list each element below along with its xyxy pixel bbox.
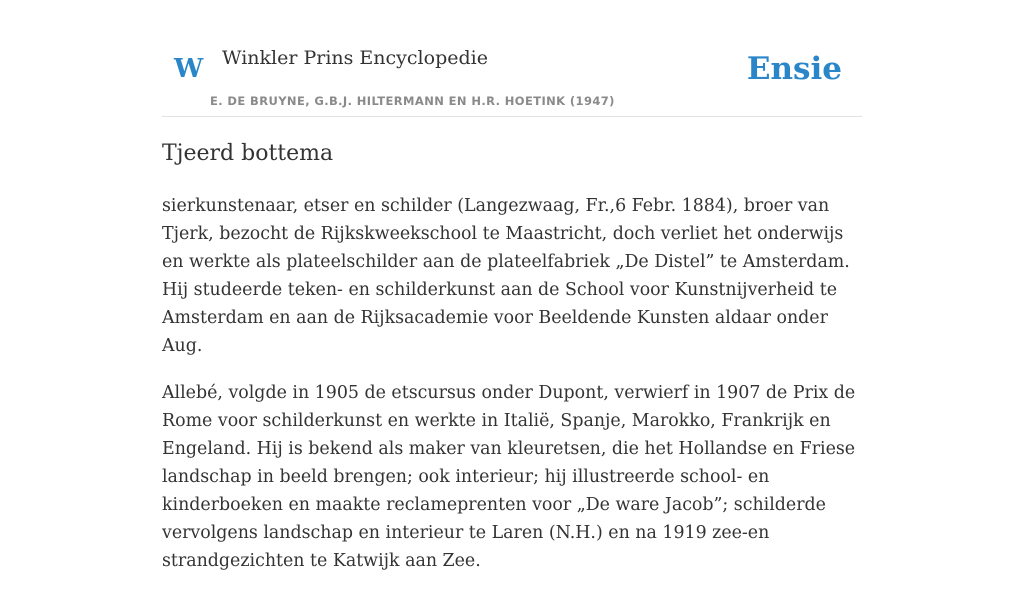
logo-w-icon[interactable]: W [174, 54, 204, 84]
site-title-link[interactable]: Winkler Prins Encyclopedie [222, 47, 488, 69]
article-title: Tjeerd bottema [162, 141, 334, 166]
page [162, 0, 862, 571]
brand-logo-link[interactable]: Ensie [746, 51, 842, 87]
article-paragraph: Allebé, volgde in 1905 de etscursus onder Dupont, verwierf in 1907 de Prix de Rome voor schilderkunst en werkte in Italië, Spanje, Marokko, Frankrijk en Engeland. Hij is bekend als maker van kleuretsen, die het Hollandse en Friese landschap in beeld brengen; ook interieur; hij illustreerde school- en kinderboeken en maakte reclameprenten voor „De ware Jacob”; schilderde vervolgens landschap en interieur te Laren (N.H.) en na 1919 zee-en strandgezichten te Katwijk aan Zee. [162, 383, 856, 571]
site-header [162, 0, 862, 117]
article-paragraph: sierkunstenaar, etser en schilder (Langezwaag, Fr.,6 Febr. 1884), broer van Tjerk, bezocht de Rijkskweekschool te Maastricht, doch verliet het onderwijs en werkte als plateelschilder aan de plateelfabriek „De Distel” te Amsterdam. Hij studeerde teken- en schilderkunst aan de School voor Kunstnijverheid te Amsterdam en aan de Rijksacademie voor Beeldende Kunsten aldaar onder Aug. [162, 196, 850, 356]
article-body [162, 192, 864, 594]
authors-credit: E. DE BRUYNE, G.B.J. HILTERMANN EN H.R. HOETINK (1947) [210, 94, 615, 108]
